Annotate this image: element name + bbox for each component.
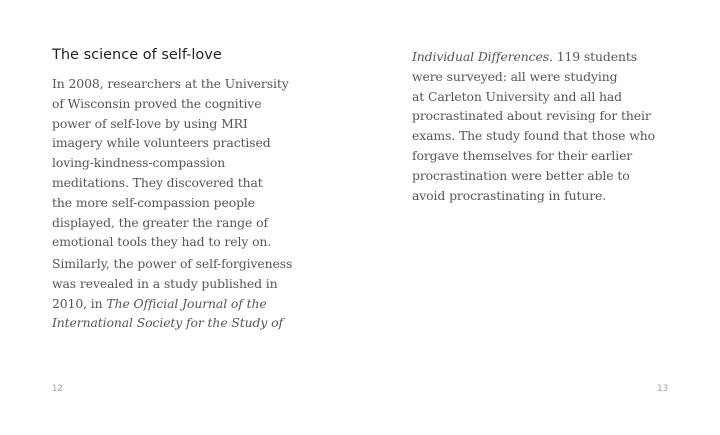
text-line: imagery while volunteers practised: [52, 135, 271, 151]
text-line: the more self-compassion people: [52, 194, 255, 210]
text-line: emotional tools they had to rely on.: [52, 234, 272, 250]
text-line: power of self-love by using MRI: [52, 115, 248, 131]
text-line: was revealed in a study published in: [52, 275, 278, 291]
text-line: of Wisconsin proved the cognitive: [52, 95, 262, 111]
text-span: . 119 students: [549, 49, 637, 64]
text-line: forgave themselves for their earlier: [412, 148, 633, 163]
journal-title: International Society for the Study of: [52, 315, 283, 331]
text-line: were surveyed: all were studying: [412, 68, 618, 84]
text-span: 2010, in: [52, 295, 103, 311]
text-line: In 2008, researchers at the University: [52, 76, 289, 91]
text-line: exams. The study found that those who: [412, 128, 655, 144]
journal-title: Individual Differences: [412, 49, 550, 64]
section-heading: The science of self-love: [52, 47, 222, 63]
text-line: [412, 47, 637, 67]
text-line: displayed, the greater the range of: [52, 214, 268, 230]
page-number: 13: [657, 384, 668, 394]
text-line: procrastinated about revising for their: [412, 108, 651, 124]
right-page: [360, 0, 720, 435]
text-line: [52, 294, 267, 314]
journal-title: The Official Journal of the: [106, 295, 267, 311]
page-number: 12: [52, 384, 63, 394]
text-line: loving-kindness-compassion: [52, 155, 226, 171]
text-line: avoid procrastinating in future.: [412, 187, 607, 203]
text-line: Similarly, the power of self-forgiveness: [52, 256, 293, 271]
text-line: at Carleton University and all had: [412, 88, 623, 104]
text-line: meditations. They discovered that: [52, 175, 263, 190]
text-line: procrastination were better able to: [412, 167, 630, 183]
